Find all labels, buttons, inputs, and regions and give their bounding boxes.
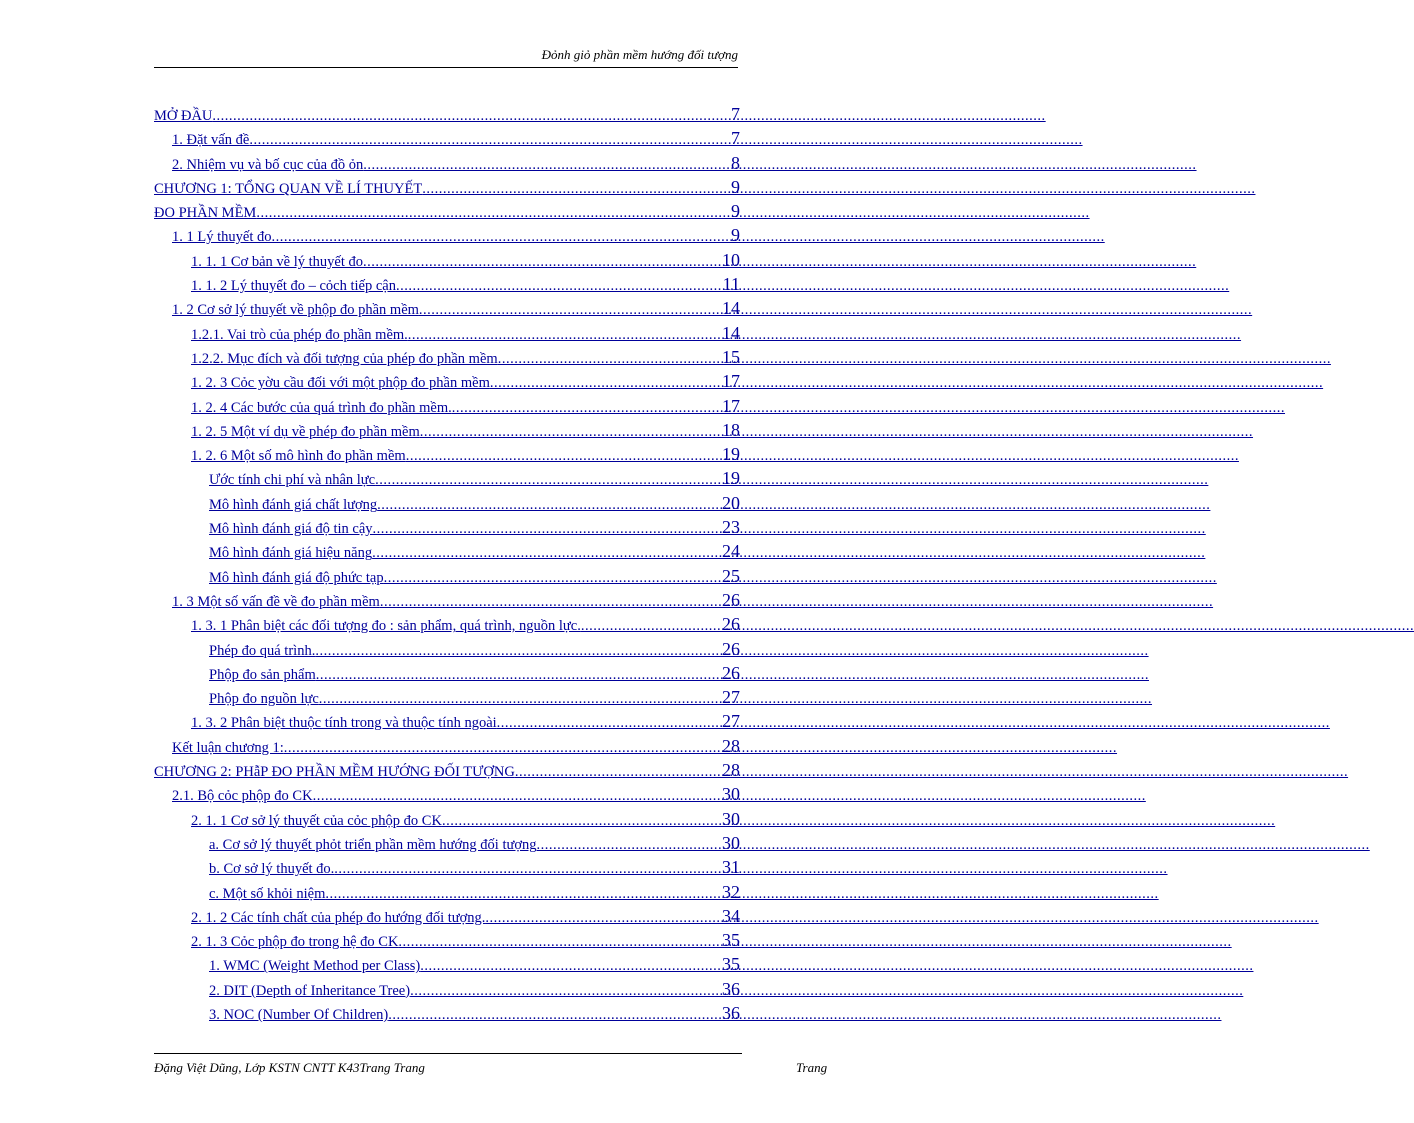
toc-dot-leader: [363, 153, 702, 177]
toc-dot-leader: [319, 687, 702, 711]
toc-dot-leader: [408, 323, 702, 347]
toc-entry-page[interactable]: 25: [722, 565, 740, 586]
toc-dot-leader: [396, 274, 702, 298]
toc-entry[interactable]: [154, 1001, 740, 1025]
toc-dot-leader: [373, 517, 702, 541]
toc-entry-title[interactable]: 1. 3 Một số vấn đề về đo phần mềm: [172, 593, 380, 610]
toc-dot-leader: [419, 298, 702, 322]
toc-entry-title[interactable]: 3. NOC (Number Of Children): [209, 1006, 389, 1023]
toc-entry[interactable]: [154, 612, 740, 636]
toc-entry[interactable]: [154, 466, 740, 490]
toc-entry-title[interactable]: 1. Đặt vấn đề: [172, 132, 250, 149]
toc-entry-page[interactable]: 7: [731, 104, 740, 124]
toc-entry[interactable]: [154, 758, 740, 782]
toc-dot-leader: [442, 809, 702, 833]
toc-dot-leader: [388, 1003, 702, 1027]
toc-entry[interactable]: [154, 952, 740, 976]
toc-entry-title[interactable]: Mô hình đánh giá độ tin cậy: [209, 521, 373, 538]
toc-entry[interactable]: [154, 248, 740, 272]
toc-entry-title[interactable]: 2. 1. 2 Các tính chất của phép đo hướng đối tượng.: [191, 909, 486, 926]
toc-entry[interactable]: [154, 321, 740, 345]
toc-dot-leader: [485, 906, 702, 930]
toc-entry-title[interactable]: 1. 3. 1 Phân biệt các đối tượng đo : sản phẩm, quá trình, nguồn lực.: [191, 618, 581, 635]
toc-dot-leader: [325, 882, 702, 906]
toc-entry-page[interactable]: 30: [722, 808, 740, 829]
toc-dot-leader: [410, 979, 702, 1003]
toc-entry[interactable]: [154, 928, 740, 952]
toc-entry[interactable]: [154, 151, 740, 175]
toc-entry-title[interactable]: 1. WMC (Weight Method per Class): [209, 958, 421, 975]
toc-entry-page[interactable]: 26: [722, 638, 740, 659]
toc-entry-page[interactable]: 9: [731, 201, 740, 222]
toc-entry-title[interactable]: Phộp đo sản phẩm: [209, 666, 316, 683]
toc-dot-leader: [284, 736, 702, 760]
toc-entry[interactable]: [154, 831, 740, 855]
toc-entry-title[interactable]: a. Cơ sở lý thuyết phỏt triển phần mềm hướng đối tượng: [209, 836, 537, 853]
toc-entry[interactable]: [154, 199, 740, 223]
toc-entry-title[interactable]: 1.2.2. Mục đích và đối tượng của phép đo phần mềm: [191, 350, 498, 367]
toc-entry-title[interactable]: 1. 1. 2 Lý thuyết đo – cỏch tiếp cận: [191, 278, 396, 295]
toc-dot-leader: [537, 833, 703, 857]
toc-entry[interactable]: [154, 855, 740, 879]
toc-entry-title[interactable]: Kết luận chương 1:: [172, 739, 284, 756]
toc-entry-page[interactable]: 18: [722, 419, 740, 440]
toc-entry[interactable]: [154, 394, 740, 418]
toc-entry-page[interactable]: 26: [722, 589, 740, 610]
toc-entry-title[interactable]: 2. Nhiệm vụ và bố cục của đồ ỏn: [172, 156, 364, 173]
toc-entry-title[interactable]: 1. 2 Cơ sở lý thuyết về phộp đo phần mềm: [172, 302, 419, 319]
toc-entry-page[interactable]: 23: [722, 517, 740, 538]
toc-entry-page[interactable]: 26: [722, 614, 740, 635]
toc-entry-page[interactable]: 27: [722, 687, 740, 708]
toc-entry-page[interactable]: 24: [722, 541, 740, 562]
toc-dot-leader: [497, 711, 702, 735]
toc-dot-leader: [452, 396, 702, 420]
toc-entry-page[interactable]: 15: [722, 346, 740, 367]
toc-entry-page[interactable]: 28: [722, 760, 740, 781]
toc-entry[interactable]: [154, 515, 740, 539]
toc-entry[interactable]: [154, 807, 740, 831]
toc-dot-leader: [377, 493, 702, 517]
toc-dot-leader: [212, 104, 702, 128]
toc-entry-title[interactable]: Mô hình đánh giá độ phức tạp: [209, 569, 384, 586]
toc-entry-page[interactable]: 28: [722, 735, 740, 756]
table-of-contents: [154, 102, 740, 1025]
toc-entry-title[interactable]: MỞ ĐẦU: [154, 108, 213, 124]
toc-entry[interactable]: [154, 539, 740, 563]
toc-entry[interactable]: [154, 685, 740, 709]
toc-entry[interactable]: [154, 734, 740, 758]
toc-entry-page[interactable]: 32: [722, 881, 740, 902]
toc-entry[interactable]: [154, 782, 740, 806]
toc-dot-leader: [372, 541, 702, 565]
toc-entry-title[interactable]: 1. 2. 4 Các bước của quá trình đo phần mềm.: [191, 399, 452, 416]
footer-rule: [154, 1053, 742, 1054]
toc-entry-page[interactable]: 26: [722, 662, 740, 683]
toc-entry-page[interactable]: 19: [722, 468, 740, 489]
toc-entry-title[interactable]: 2. 1. 3 Cỏc phộp đo trong hệ đo CK: [191, 934, 399, 951]
footer-author: Đặng Việt Dũng, Lớp KSTN CNTT K43Trang Trang: [154, 1060, 425, 1075]
toc-entry[interactable]: [154, 296, 740, 320]
toc-entry-page[interactable]: 36: [722, 1002, 740, 1023]
toc-dot-leader: [406, 444, 702, 468]
toc-dot-leader: [398, 930, 702, 954]
footer-page-label: Trang: [796, 1060, 828, 1075]
toc-entry-title[interactable]: CHƯƠNG 1: TỔNG QUAN VỀ LÍ THUYẾT: [154, 180, 423, 197]
toc-entry-page[interactable]: 30: [722, 784, 740, 805]
toc-entry-title[interactable]: c. Một số khỏi niệm: [209, 885, 326, 902]
toc-dot-leader: [380, 590, 702, 614]
toc-entry[interactable]: [154, 637, 740, 661]
toc-entry[interactable]: [154, 661, 740, 685]
toc-dot-leader: [498, 347, 702, 371]
toc-entry-page[interactable]: 31: [722, 857, 740, 878]
toc-entry-title[interactable]: 2. 1. 1 Cơ sở lý thuyết của cỏc phộp đo CK: [191, 812, 442, 829]
toc-entry-page[interactable]: 30: [722, 832, 740, 853]
toc-entry-title[interactable]: 2. DIT (Depth of Inheritance Tree): [209, 982, 411, 999]
toc-entry[interactable]: [154, 345, 740, 369]
toc-entry[interactable]: [154, 126, 740, 150]
toc-entry-title[interactable]: Phộp đo nguồn lực: [209, 691, 319, 708]
toc-entry-title[interactable]: 1. 1 Lý thuyết đo: [172, 229, 272, 246]
toc-entry-page[interactable]: 9: [731, 176, 740, 197]
toc-entry-title[interactable]: 1. 2. 5 Một ví dụ về phép đo phần mềm: [191, 423, 420, 440]
toc-entry-title[interactable]: 1. 2. 6 Một số mô hình đo phần mềm: [191, 448, 406, 465]
toc-entry[interactable]: [154, 977, 740, 1001]
toc-entry-page[interactable]: 11: [722, 274, 740, 295]
toc-entry[interactable]: [154, 223, 740, 247]
toc-entry[interactable]: [154, 880, 740, 904]
toc-entry-page[interactable]: 17: [722, 395, 740, 416]
toc-entry[interactable]: [154, 175, 740, 199]
toc-dot-leader: [422, 177, 702, 201]
toc-dot-leader: [420, 954, 702, 978]
toc-entry-page[interactable]: 36: [722, 978, 740, 999]
toc-entry-page[interactable]: 9: [731, 225, 740, 246]
toc-dot-leader: [256, 201, 702, 225]
toc-entry[interactable]: [154, 491, 740, 515]
toc-entry-title[interactable]: Ước tính chi phí và nhân lực: [209, 472, 376, 489]
toc-entry-title[interactable]: 2.1. Bộ cỏc phộp đo CK: [172, 788, 313, 805]
header-rule: [154, 67, 738, 68]
toc-dot-leader: [581, 614, 702, 638]
toc-entry[interactable]: [154, 904, 740, 928]
toc-entry-title[interactable]: 1. 1. 1 Cơ bản về lý thuyết đo: [191, 253, 363, 270]
toc-entry[interactable]: [154, 272, 740, 296]
toc-dot-leader: [375, 468, 702, 492]
toc-entry[interactable]: [154, 442, 740, 466]
toc-dot-leader: [384, 566, 702, 590]
toc-entry-page[interactable]: 7: [731, 128, 740, 149]
toc-entry-page[interactable]: 35: [722, 930, 740, 951]
toc-entry-page[interactable]: 20: [722, 492, 740, 513]
toc-dot-leader: [490, 371, 702, 395]
toc-entry[interactable]: [154, 588, 740, 612]
toc-dot-leader: [271, 225, 702, 249]
toc-entry[interactable]: [154, 564, 740, 588]
toc-entry-page[interactable]: 14: [722, 322, 740, 343]
toc-entry-page[interactable]: 34: [722, 905, 740, 926]
toc-dot-leader: [249, 128, 702, 152]
toc-dot-leader: [334, 857, 702, 881]
toc-entry-title[interactable]: 1. 3. 2 Phân biệt thuộc tính trong và thuộc tính ngoài: [191, 715, 497, 732]
toc-dot-leader: [363, 250, 702, 274]
toc-entry-title[interactable]: CHƯƠNG 2: PHẫP ĐO PHẦN MỀM HƯỚNG ĐỐI TƯỢNG: [154, 764, 515, 781]
running-header: Đỏnh giỏ phần mềm hướng đối tượng: [541, 47, 738, 62]
toc-dot-leader: [316, 663, 702, 687]
toc-entry-page[interactable]: 35: [722, 954, 740, 975]
toc-entry[interactable]: [154, 418, 740, 442]
toc-dot-leader: [515, 760, 702, 784]
toc-entry-title[interactable]: Phép đo quá trình.: [209, 642, 316, 659]
toc-entry-title[interactable]: 1.2.1. Vai trò của phép đo phần mềm.: [191, 326, 408, 343]
toc-entry-title[interactable]: Mô hình đánh giá hiệu năng: [209, 545, 373, 562]
toc-entry[interactable]: [154, 102, 740, 126]
toc-dot-leader: [420, 420, 702, 444]
toc-dot-leader: [315, 639, 702, 663]
toc-entry-title[interactable]: Mô hình đánh giá chất lượng: [209, 496, 378, 513]
toc-entry[interactable]: [154, 369, 740, 393]
toc-entry-page[interactable]: 8: [731, 152, 740, 173]
toc-entry-page[interactable]: 17: [722, 371, 740, 392]
toc-dot-leader: [313, 784, 702, 808]
toc-entry-title[interactable]: b. Cơ sở lý thuyết đo.: [209, 861, 335, 878]
toc-entry-page[interactable]: 14: [722, 298, 740, 319]
toc-entry-title[interactable]: 1. 2. 3 Cỏc yờu cầu đối với một phộp đo phần mềm: [191, 375, 490, 392]
toc-entry-page[interactable]: 10: [722, 249, 740, 270]
toc-entry-page[interactable]: 27: [722, 711, 740, 732]
toc-entry-page[interactable]: 19: [722, 444, 740, 465]
toc-entry[interactable]: [154, 709, 740, 733]
toc-entry-title[interactable]: ĐO PHẦN MỀM: [154, 205, 257, 222]
